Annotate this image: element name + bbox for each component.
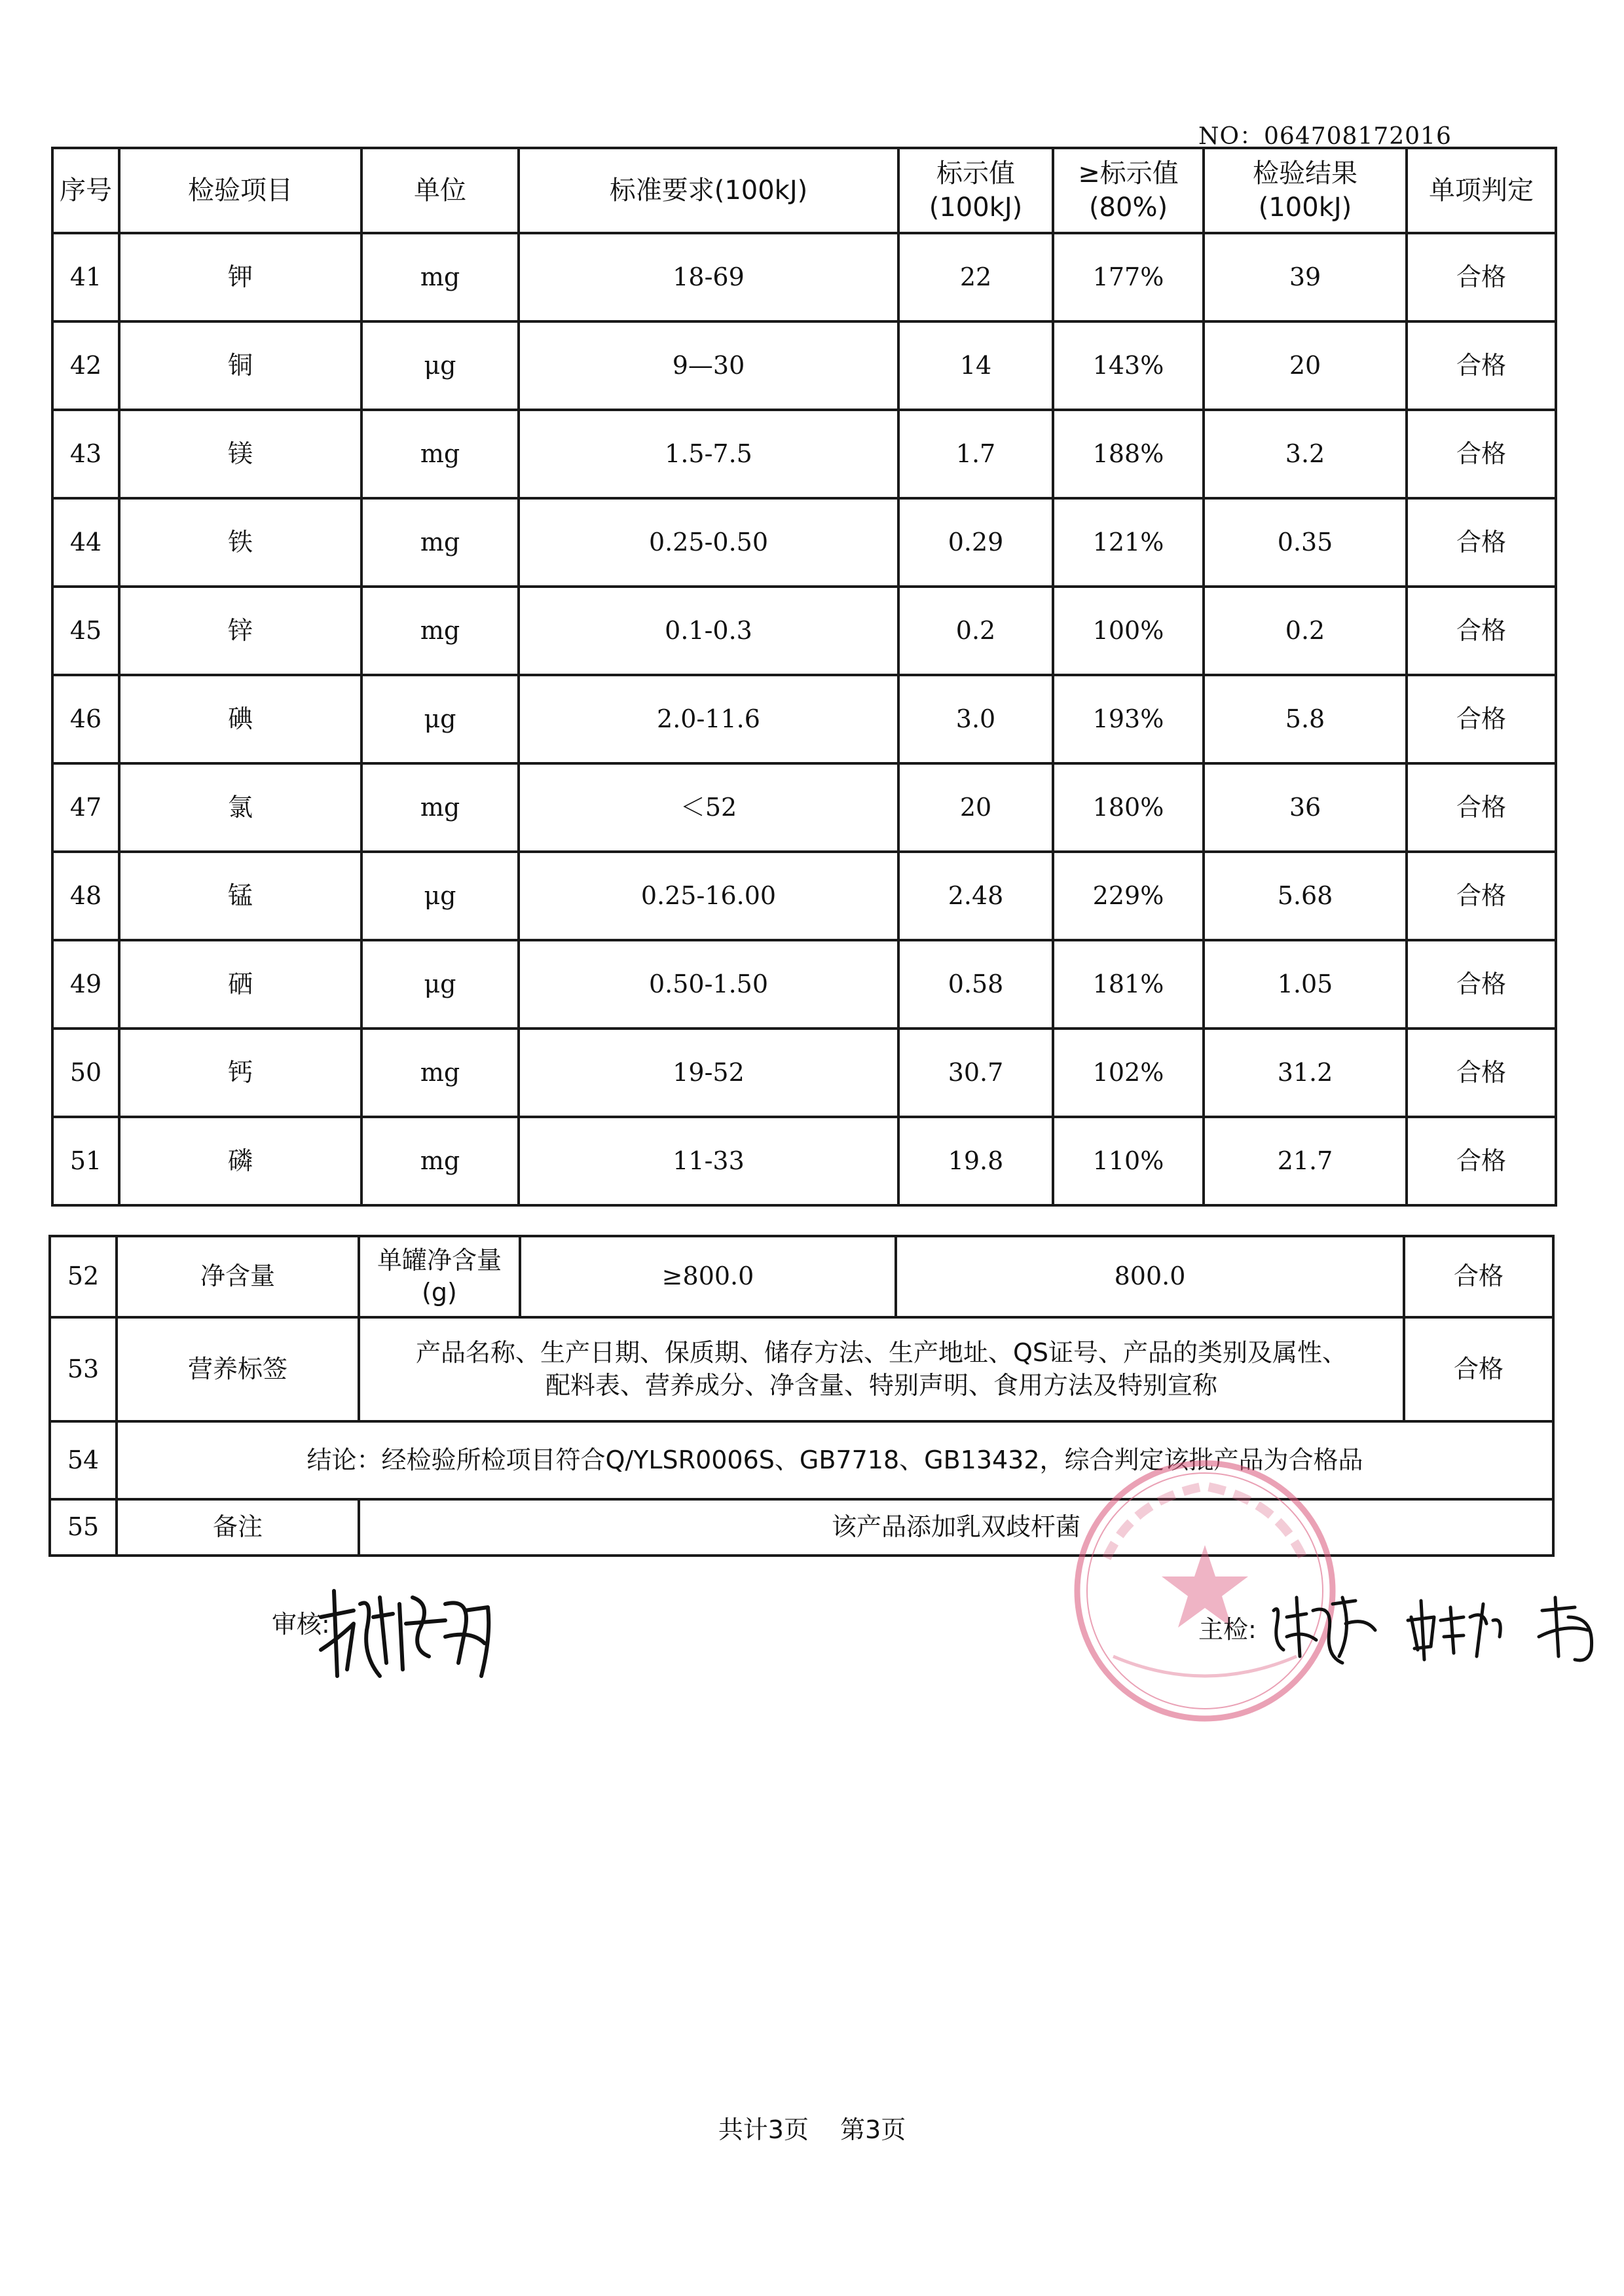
percent-of-label: 110%: [1053, 1117, 1204, 1205]
judgement-cell: 合格: [1407, 852, 1556, 940]
row-number: 51: [52, 1117, 119, 1205]
label-value: 14: [898, 321, 1053, 410]
item-name: 锰: [119, 852, 361, 940]
judgement-cell: 合格: [1404, 1236, 1553, 1317]
standard-cell: ＜52: [519, 763, 898, 852]
judgement-cell: 合格: [1407, 1117, 1556, 1205]
standard-cell: 0.50-1.50: [519, 940, 898, 1029]
percent-of-label: 143%: [1053, 321, 1204, 410]
judgement-cell: 合格: [1407, 763, 1556, 852]
row-number: 47: [52, 763, 119, 852]
unit-line2: (g): [422, 1278, 457, 1307]
label-value: 20: [898, 763, 1053, 852]
label-value: 0.2: [898, 587, 1053, 675]
row-number: 55: [50, 1499, 117, 1556]
item-name: 铜: [119, 321, 361, 410]
remark-label: 备注: [117, 1499, 359, 1556]
judgement-cell: 合格: [1407, 498, 1556, 587]
percent-of-label: 180%: [1053, 763, 1204, 852]
result-value: 36: [1204, 763, 1407, 852]
item-name: 磷: [119, 1117, 361, 1205]
unit-cell: mg: [361, 498, 519, 587]
row-number: 52: [50, 1236, 117, 1317]
reviewer-label: 审核:: [272, 1610, 330, 1639]
header-result: [1204, 148, 1407, 233]
remark-text: 该产品添加乳双歧杆菌: [359, 1499, 1553, 1556]
item-name: 氯: [119, 763, 361, 852]
label-value: 0.29: [898, 498, 1053, 587]
standard-cell: ≥800.0: [520, 1236, 896, 1317]
header-percent-line1: ≥标示值: [1078, 158, 1179, 189]
header-percent-line2: (80%): [1088, 192, 1168, 223]
row-number: 48: [52, 852, 119, 940]
unit-cell: mg: [361, 587, 519, 675]
item-name: 镁: [119, 410, 361, 498]
measured-value: 800.0: [896, 1236, 1404, 1317]
unit-cell: mg: [361, 763, 519, 852]
percent-of-label: 181%: [1053, 940, 1204, 1029]
unit-cell: [359, 1236, 520, 1317]
inspector-signature: [1267, 1584, 1608, 1669]
percent-of-label: 229%: [1053, 852, 1204, 940]
item-name: 净含量: [117, 1236, 359, 1317]
unit-cell: mg: [361, 1117, 519, 1205]
header-judgement: 单项判定: [1407, 148, 1556, 233]
judgement-cell: 合格: [1407, 675, 1556, 763]
item-name: 碘: [119, 675, 361, 763]
standard-cell: 18-69: [519, 233, 898, 321]
row-number: 43: [52, 410, 119, 498]
table-row: [52, 1029, 1556, 1117]
row-number: 42: [52, 321, 119, 410]
standard-cell: 1.5-7.5: [519, 410, 898, 498]
report-number: NO：064708172016: [1198, 123, 1452, 150]
row-number: 44: [52, 498, 119, 587]
table-row: [52, 410, 1556, 498]
result-value: 0.2: [1204, 587, 1407, 675]
table-row: [52, 675, 1556, 763]
judgement-cell: 合格: [1407, 321, 1556, 410]
standard-cell: 19-52: [519, 1029, 898, 1117]
item-name: 钾: [119, 233, 361, 321]
table-row: [52, 498, 1556, 587]
result-value: 31.2: [1204, 1029, 1407, 1117]
inspector-label: 主检:: [1198, 1615, 1257, 1644]
judgement-cell: 合格: [1407, 233, 1556, 321]
judgement-cell: 合格: [1407, 410, 1556, 498]
net-content-row: [50, 1236, 1553, 1317]
table-row: [52, 587, 1556, 675]
label-value: 2.48: [898, 852, 1053, 940]
table-header-row: [52, 148, 1556, 233]
row-number: 53: [50, 1317, 117, 1421]
item-name: 营养标签: [117, 1317, 359, 1421]
standard-cell: 9—30: [519, 321, 898, 410]
percent-of-label: 121%: [1053, 498, 1204, 587]
header-result-line2: (100kJ): [1258, 192, 1352, 223]
unit-cell: mg: [361, 1029, 519, 1117]
label-value: 0.58: [898, 940, 1053, 1029]
nutrition-label-row: [50, 1317, 1553, 1421]
table-row: [52, 321, 1556, 410]
label-requirements: [359, 1317, 1404, 1421]
result-value: 3.2: [1204, 410, 1407, 498]
unit-line1: 单罐净含量: [377, 1245, 502, 1275]
table-row: [52, 940, 1556, 1029]
item-name: 铁: [119, 498, 361, 587]
unit-cell: μg: [361, 675, 519, 763]
inspection-table: [51, 147, 1557, 1207]
header-result-line1: 检验结果: [1253, 158, 1357, 189]
result-value: 5.68: [1204, 852, 1407, 940]
header-standard: 标准要求(100kJ): [519, 148, 898, 233]
conclusion-text: 结论：经检验所检项目符合Q/YLSR0006S、GB7718、GB13432，综合判定该批产品为合格品: [117, 1421, 1553, 1499]
table-row: [52, 852, 1556, 940]
unit-cell: mg: [361, 410, 519, 498]
item-name: 锌: [119, 587, 361, 675]
label-requirements-line1: 产品名称、生产日期、保质期、储存方法、生产地址、QS证号、产品的类别及属性、: [415, 1338, 1348, 1368]
reviewer-signature: [314, 1578, 498, 1689]
result-value: 39: [1204, 233, 1407, 321]
row-number: 41: [52, 233, 119, 321]
unit-cell: μg: [361, 321, 519, 410]
label-requirements-line2: 配料表、营养成分、净含量、特别声明、食用方法及特别宣称: [545, 1370, 1217, 1400]
header-unit: 单位: [361, 148, 519, 233]
header-label-value: [898, 148, 1053, 233]
judgement-cell: 合格: [1404, 1317, 1553, 1421]
page-footer: [0, 2109, 1624, 2145]
label-value: 1.7: [898, 410, 1053, 498]
percent-of-label: 193%: [1053, 675, 1204, 763]
percent-of-label: 177%: [1053, 233, 1204, 321]
judgement-cell: 合格: [1407, 1029, 1556, 1117]
header-label-value-line1: 标示值: [936, 158, 1015, 189]
table-row: [52, 763, 1556, 852]
item-name: 钙: [119, 1029, 361, 1117]
percent-of-label: 102%: [1053, 1029, 1204, 1117]
total-pages: 共计3页: [718, 2115, 809, 2144]
result-value: 0.35: [1204, 498, 1407, 587]
row-number: 50: [52, 1029, 119, 1117]
table-row: [52, 1117, 1556, 1205]
item-name: 硒: [119, 940, 361, 1029]
unit-cell: mg: [361, 233, 519, 321]
judgement-cell: 合格: [1407, 940, 1556, 1029]
result-value: 5.8: [1204, 675, 1407, 763]
judgement-cell: 合格: [1407, 587, 1556, 675]
result-value: 1.05: [1204, 940, 1407, 1029]
row-number: 54: [50, 1421, 117, 1499]
percent-of-label: 100%: [1053, 587, 1204, 675]
standard-cell: 2.0-11.6: [519, 675, 898, 763]
header-label-value-line2: (100kJ): [929, 192, 1023, 223]
standard-cell: 0.25-0.50: [519, 498, 898, 587]
current-page: 第3页: [840, 2115, 906, 2144]
row-number: 45: [52, 587, 119, 675]
row-number: 49: [52, 940, 119, 1029]
header-seq: 序号: [52, 148, 119, 233]
percent-of-label: 188%: [1053, 410, 1204, 498]
result-value: 21.7: [1204, 1117, 1407, 1205]
label-value: 22: [898, 233, 1053, 321]
header-percent: [1053, 148, 1204, 233]
label-value: 30.7: [898, 1029, 1053, 1117]
standard-cell: 0.25-16.00: [519, 852, 898, 940]
standard-cell: 0.1-0.3: [519, 587, 898, 675]
result-value: 20: [1204, 321, 1407, 410]
unit-cell: μg: [361, 940, 519, 1029]
table-row: [52, 233, 1556, 321]
label-value: 3.0: [898, 675, 1053, 763]
row-number: 46: [52, 675, 119, 763]
standard-cell: 11-33: [519, 1117, 898, 1205]
unit-cell: μg: [361, 852, 519, 940]
label-value: 19.8: [898, 1117, 1053, 1205]
header-item: 检验项目: [119, 148, 361, 233]
